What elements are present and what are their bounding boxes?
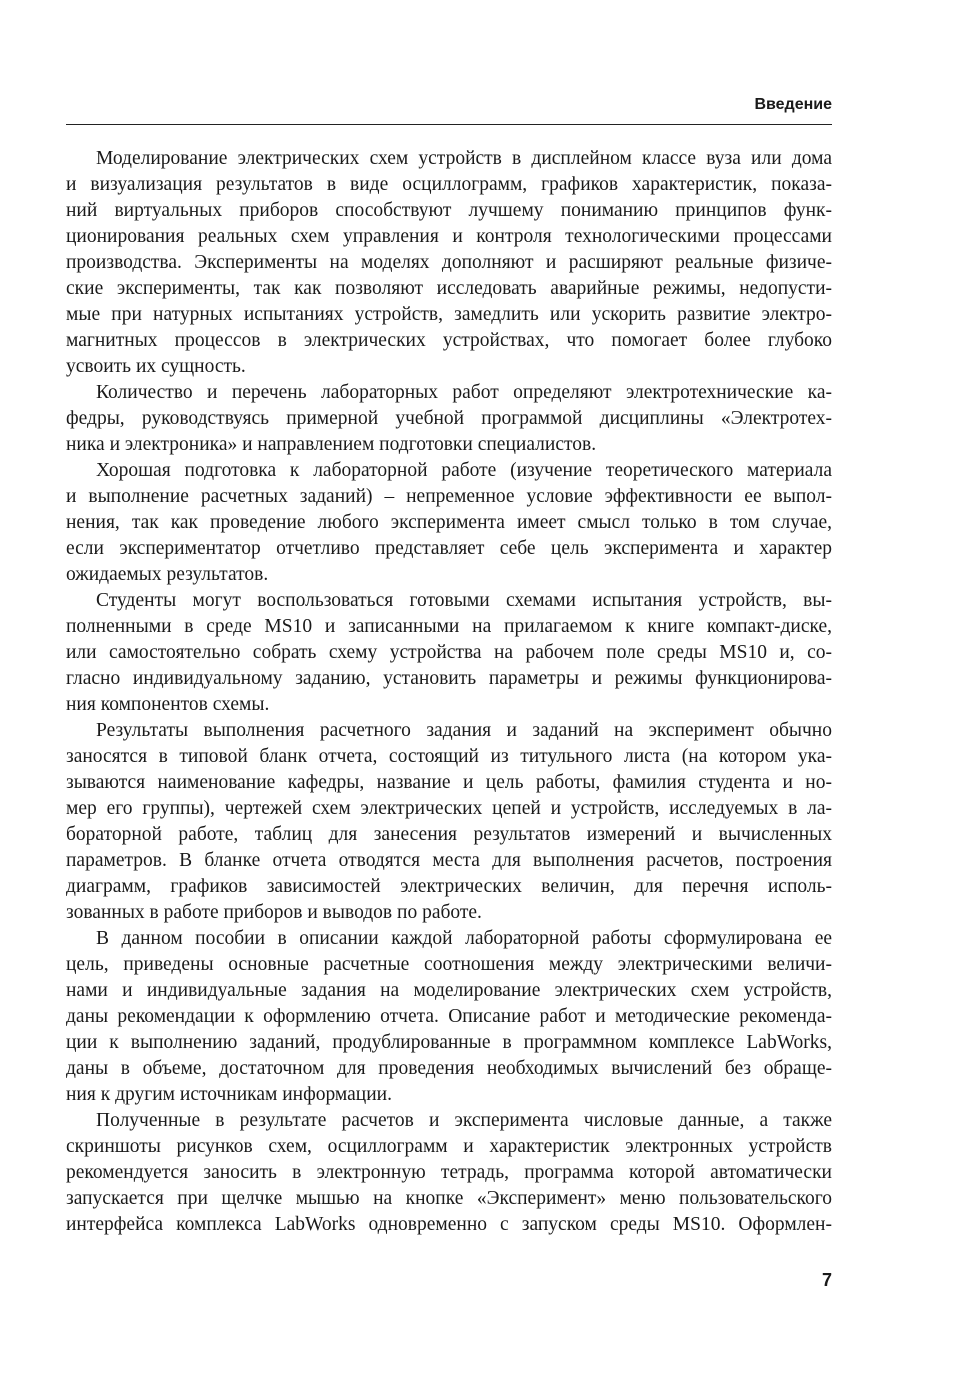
text-line: Количество и перечень лабораторных работ определяют электротехнические ка- bbox=[96, 382, 832, 403]
text-line: ника и электроника» и направлением подготовки специалистов. bbox=[66, 434, 597, 455]
text-line: производства. Эксперименты на моделях дополняют и расширяют реальные физиче- bbox=[66, 252, 832, 273]
text-line: диаграмм, графиков зависимостей электрических величин, для перечня исполь- bbox=[66, 876, 832, 897]
paragraph bbox=[66, 588, 832, 718]
text-line: федры, руководствуясь примерной учебной программой дисциплины «Электротех- bbox=[66, 408, 832, 429]
text-line: ожидаемых результатов. bbox=[66, 564, 269, 585]
text-line: гласно индивидуальному заданию, установить параметры и режимы функционирова- bbox=[66, 668, 832, 689]
paragraph bbox=[66, 1108, 832, 1238]
page-number: 7 bbox=[821, 1270, 832, 1290]
text-line: Моделирование электрических схем устройств в дисплейном классе вуза или дома bbox=[96, 148, 832, 169]
text-line: запускается при щелчке мышью на кнопке «Эксперимент» меню пользовательского bbox=[66, 1188, 832, 1209]
text-line: параметров. В бланке отчета отводятся места для выполнения расчетов, построения bbox=[66, 850, 832, 871]
text-line: нами и индивидуальные задания на моделирование электрических схем устройств, bbox=[66, 980, 832, 1001]
text-line: В данном пособии в описании каждой лабораторной работы сформулирована ее bbox=[96, 928, 832, 949]
text-line: скриншоты рисунков схем, осциллограмм и характеристик электронных устройств bbox=[66, 1136, 832, 1157]
text-line: ции к выполнению заданий, продублированные в программном комплексе LabWorks, bbox=[66, 1032, 832, 1053]
paragraph bbox=[66, 458, 832, 588]
body-text bbox=[66, 146, 832, 1238]
text-line: заносятся в типовой бланк отчета, состоящий из титульного листа (на котором ука- bbox=[66, 746, 832, 767]
text-line: и выполнение расчетных заданий) – непременное условие эффективности ее выпол- bbox=[66, 486, 832, 507]
text-line: мер его группы), чертежей схем электрических цепей и устройств, исследуемых в ла- bbox=[66, 798, 832, 819]
text-line: мые при натурных испытаниях устройств, замедлить или ускорить развитие электро- bbox=[66, 304, 832, 325]
text-line: усвоить их сущность. bbox=[66, 356, 246, 377]
paragraph bbox=[66, 380, 832, 458]
text-line: даны в объеме, достаточном для проведения необходимых вычислений без обраще- bbox=[66, 1058, 832, 1079]
text-line: цель, приведены основные расчетные соотношения между электрическими величи- bbox=[66, 954, 832, 975]
text-line: зываются наименование кафедры, название и цель работы, фамилия студента и но- bbox=[66, 772, 832, 793]
text-line: и визуализация результатов в виде осциллограмм, графиков характеристик, показа- bbox=[66, 174, 832, 195]
text-line: Результаты выполнения расчетного задания и заданий на эксперимент обычно bbox=[96, 720, 832, 741]
text-line: бораторной работе, таблиц для занесения результатов измерений и вычисленных bbox=[66, 824, 832, 845]
text-line: магнитных процессов в электрических устройствах, что помогает более глубоко bbox=[66, 330, 832, 351]
text-line: ния компонентов схемы. bbox=[66, 694, 270, 715]
text-line: Полученные в результате расчетов и эксперимента числовые данные, а также bbox=[96, 1110, 832, 1131]
text-line: зованных в работе приборов и выводов по работе. bbox=[66, 902, 482, 923]
text-line: рекомендуется заносить в электронную тетрадь, программа которой автоматически bbox=[66, 1162, 832, 1183]
text-line: ционирования реальных схем управления и контроля технологическими процессами bbox=[66, 226, 832, 247]
text-line: полненными в среде MS10 и записанными на прилагаемом к книге компакт-диске, bbox=[66, 616, 832, 637]
text-line: нения, так как проведение любого эксперимента имеет смысл только в том случае, bbox=[66, 512, 832, 533]
paragraph bbox=[66, 146, 832, 380]
text-line: Студенты могут воспользоваться готовыми схемами испытания устройств, вы- bbox=[96, 590, 832, 611]
text-line: ские эксперименты, так как позволяют исследовать аварийные режимы, недопусти- bbox=[66, 278, 832, 299]
paragraph bbox=[66, 926, 832, 1108]
text-line: интерфейса комплекса LabWorks одновременно с запуском среды MS10. Оформлен- bbox=[66, 1214, 832, 1235]
text-line: ния к другим источникам информации. bbox=[66, 1084, 392, 1105]
text-line: ний виртуальных приборов способствуют лучшему пониманию принципов функ- bbox=[66, 200, 832, 221]
text-line: если экспериментатор отчетливо представляет себе цель эксперимента и характер bbox=[66, 538, 832, 559]
paragraph bbox=[66, 718, 832, 926]
text-line: Хорошая подготовка к лабораторной работе (изучение теоретического материала bbox=[96, 460, 832, 481]
text-line: даны рекомендации к оформлению отчета. Описание работ и методические рекоменда- bbox=[66, 1006, 832, 1027]
text-line: или самостоятельно собрать схему устройства на рабочем поле среды MS10 и, со- bbox=[66, 642, 832, 663]
running-head: Введение bbox=[66, 92, 832, 125]
